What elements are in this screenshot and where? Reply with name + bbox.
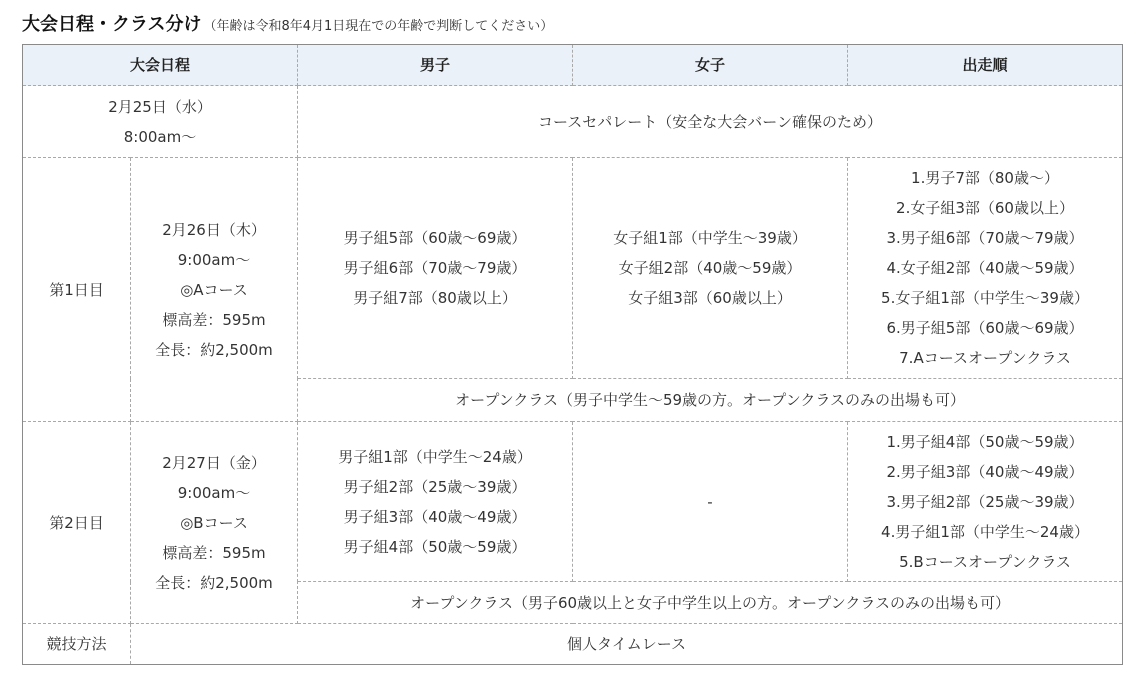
- day1-women: [573, 158, 848, 379]
- day2-time: 9:00am〜: [177, 483, 251, 502]
- list-item: 3.男子組6部（70歳〜79歳）: [886, 229, 1084, 247]
- day2-elevation: 標高差：595m: [162, 543, 266, 562]
- day1-open: オープンクラス（男子中学生〜59歳の方。オープンクラスのみの出場も可）: [298, 379, 1123, 422]
- day2-open: オープンクラス（男子60歳以上と女子中学生以上の方。オープンクラスのみの出場も可）: [298, 582, 1123, 624]
- day1-label: 第1日目: [23, 158, 131, 422]
- day1-order: [848, 158, 1123, 379]
- list-item: 男子組2部（25歳〜39歳）: [343, 477, 527, 496]
- list-item: 5.Bコースオープンクラス: [899, 552, 1071, 571]
- header-row: [23, 45, 1123, 86]
- list-item: 3.男子組2部（25歳〜39歳）: [886, 492, 1084, 511]
- header-men: 男子: [298, 45, 573, 86]
- day1-date: 2月26日（木）: [162, 220, 266, 239]
- day0-date: 2月25日（水）: [108, 97, 212, 116]
- list-item: 2.男子組3部（40歳〜49歳）: [886, 462, 1084, 481]
- row-day1: [23, 158, 1123, 379]
- row-day0: [23, 86, 1123, 158]
- list-item: 4.女子組2部（40歳〜59歳）: [886, 259, 1084, 277]
- list-item: 男子組4部（50歳〜59歳）: [343, 537, 527, 556]
- header-women: 女子: [573, 45, 848, 86]
- day1-length: 全長：約2,500m: [155, 340, 273, 359]
- list-item: 1.男子7部（80歳〜）: [911, 169, 1059, 187]
- list-item: 2.女子組3部（60歳以上）: [896, 199, 1074, 217]
- day1-info: [131, 158, 298, 422]
- list-item: 4.男子組1部（中学生〜24歳）: [881, 522, 1089, 541]
- day2-info: [131, 422, 298, 624]
- day1-time: 9:00am〜: [177, 250, 251, 269]
- day0-content: コースセパレート（安全な大会バーン確保のため）: [298, 86, 1123, 158]
- day2-date: 2月27日（金）: [162, 453, 266, 472]
- list-item: 男子組5部（60歳〜69歳）: [343, 229, 527, 247]
- list-item: 5.女子組1部（中学生〜39歳）: [881, 289, 1089, 307]
- title-main: 大会日程・クラス分け: [22, 14, 202, 35]
- age-note: （年齢は令和8年4月1日現在での年齢で判断してください）: [203, 19, 554, 34]
- method-label: 競技方法: [23, 624, 131, 665]
- day2-course: ◎Bコース: [180, 513, 248, 532]
- list-item: 女子組1部（中学生〜39歳）: [613, 229, 807, 247]
- list-item: 男子組3部（40歳〜49歳）: [343, 507, 527, 526]
- schedule-table: [22, 44, 1123, 665]
- method-value: 個人タイムレース: [131, 624, 1123, 665]
- header-schedule: 大会日程: [23, 45, 298, 86]
- header-order: 出走順: [848, 45, 1123, 86]
- row-day2: [23, 422, 1123, 582]
- day1-elevation: 標高差：595m: [162, 310, 266, 329]
- list-item: 7.Aコースオープンクラス: [899, 349, 1071, 367]
- day1-men: [298, 158, 573, 379]
- page-title: [22, 10, 553, 34]
- list-item: 女子組2部（40歳〜59歳）: [618, 259, 802, 277]
- day2-order: [848, 422, 1123, 582]
- list-item: 男子組7部（80歳以上）: [353, 289, 517, 307]
- day2-men: [298, 422, 573, 582]
- list-item: 女子組3部（60歳以上）: [628, 289, 792, 307]
- list-item: 6.男子組5部（60歳〜69歳）: [886, 319, 1084, 337]
- row-method: [23, 624, 1123, 665]
- day0-datetime: [23, 86, 298, 158]
- list-item: 1.男子組4部（50歳〜59歳）: [886, 432, 1084, 451]
- day2-length: 全長：約2,500m: [155, 573, 273, 592]
- day0-time: 8:00am〜: [123, 127, 197, 146]
- list-item: 男子組6部（70歳〜79歳）: [343, 259, 527, 277]
- day2-label: 第2日目: [23, 422, 131, 624]
- list-item: 男子組1部（中学生〜24歳）: [338, 447, 532, 466]
- day1-course: ◎Aコース: [180, 280, 248, 299]
- day2-women: -: [573, 422, 848, 582]
